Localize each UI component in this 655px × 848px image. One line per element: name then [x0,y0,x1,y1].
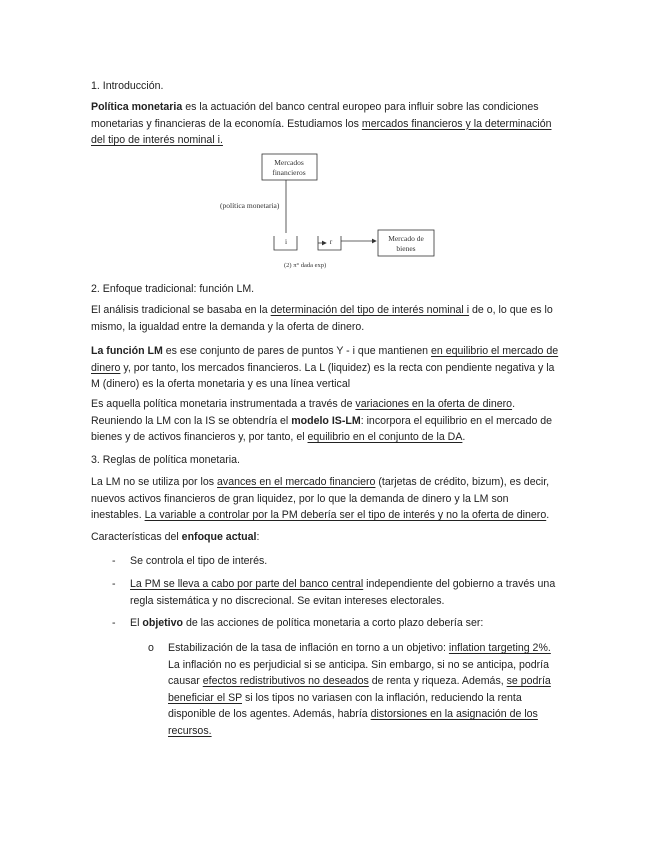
term-modelo-is-lm: modelo IS-LM [291,414,361,427]
box-top-label-2: financieros [272,168,306,177]
section-heading-3: 3. Reglas de política monetaria. [91,454,240,466]
box-r-label: r [329,237,333,246]
side-label: (política monetaria) [220,201,280,210]
underlined-phrase: equilibrio en el conjunto de la DA [307,431,463,443]
sub-bullet-inflation: Estabilización de la tasa de inflación en torno a un objetivo: inflation targeting 2%. La inflación no es perjudicial si se anticipa. Sin embargo, si no se anticipa, podría causar efectos redistributivos no deseados de renta y riqueza. Además, se podría beneficiar el SP si los tipos no variasen con la inflación, reduciendo la renta disponible de los agentes. Además, habría distorsiones en la asignación de los recursos. [168,642,551,737]
bullet-dash: - [112,578,116,590]
bullet-dash: - [112,617,116,629]
paragraph-caracteristicas: Características del enfoque actual: [91,531,260,543]
underlined-phrase: variaciones en la oferta de dinero [355,398,513,410]
underlined-phrase: La PM se lleva a cabo por parte del banco central [130,578,364,590]
bottom-label: (2) π° dada exp) [284,262,327,269]
underlined-phrase: en equilibrio el mercado de dinero [91,345,559,374]
bullet-item-3: El objetivo de las acciones de política monetaria a corto plazo debería ser: [130,617,484,629]
term-enfoque-actual: enfoque actual [181,531,257,543]
underlined-phrase: distorsiones en la asignación de los recursos. [168,708,538,737]
underlined-phrase: avances en el mercado financiero [217,476,376,488]
underlined-phrase: determinación del tipo de interés nominal i [270,304,470,316]
underlined-phrase: La variable a controlar por la PM debería ser el tipo de interés y no la oferta de dinero [144,509,547,521]
bullet-dash: - [112,555,116,567]
underlined-phrase: se podría beneficiar el SP [168,675,551,704]
underlined-phrase: efectos redistributivos no deseados [202,675,369,687]
underlined-phrase: inflation targeting 2%. [448,642,551,654]
section-heading-2: 2. Enfoque tradicional: función LM. [91,283,255,295]
box-right-label-1: Mercado de [388,234,424,243]
paragraph-enfoque-tradicional: El análisis tradicional se basaba en la determinación del tipo de interés nominal i de o, lo que es lo mismo, la igualdad entre la demanda y la oferta de dinero. [91,304,553,333]
bullet-item-1: Se controla el tipo de interés. [130,555,268,567]
paragraph-is-lm: Es aquella política monetaria instrumentada a través de variaciones en la oferta de dinero. Reuniendo la LM con la IS se obtendría el modelo IS-LM: incorpora el equilibrio en el mercado de bienes y de activos financieros y, por tanto, el equilibrio en el conjunto de la DA. [91,398,553,443]
term-funcion-lm: La función LM [91,345,163,357]
box-top-label-1: Mercados [274,158,304,167]
paragraph-intro: Política monetaria es la actuación del banco central europeo para influir sobre las condiciones monetarias y financieras de la economía. Estudiamos los mercados financieros y la determinación del tipo de interés nominal i. [91,101,552,146]
section-heading-1: 1. Introducción. [91,80,164,92]
paragraph-lm-no-se-utiliza: La LM no se utiliza por los avances en el mercado financiero (tarjetas de crédito, bizum), es decir, nuevos activos financieros de gran liquidez, por lo que la demanda de dinero y la LM son inestables. La variable a controlar por la PM debería ser el tipo de interés y no la oferta de dinero. [91,476,550,521]
bullet-circle: o [148,642,154,654]
monetary-policy-diagram [218,153,448,275]
term-politica-monetaria: Política monetaria [91,101,183,113]
term-objetivo: objetivo [142,617,183,629]
box-right-label-2: bienes [396,244,416,253]
bullet-item-2: La PM se lleva a cabo por parte del banco central independiente del gobierno a través una regla sistemática y no discrecional. Se evitan intereses electorales. [130,578,556,607]
underlined-phrase: mercados financieros y la determinación del tipo de interés nominal i. [91,117,552,146]
box-i-label: i [284,237,288,246]
paragraph-funcion-lm: La función LM es ese conjunto de pares de puntos Y - i que mantienen en equilibrio el mercado de dinero y, por tanto, los mercados financieros. La L (liquidez) es la recta con pendiente negativa y la M (dinero) es la oferta monetaria y es una línea vertical [91,345,559,390]
